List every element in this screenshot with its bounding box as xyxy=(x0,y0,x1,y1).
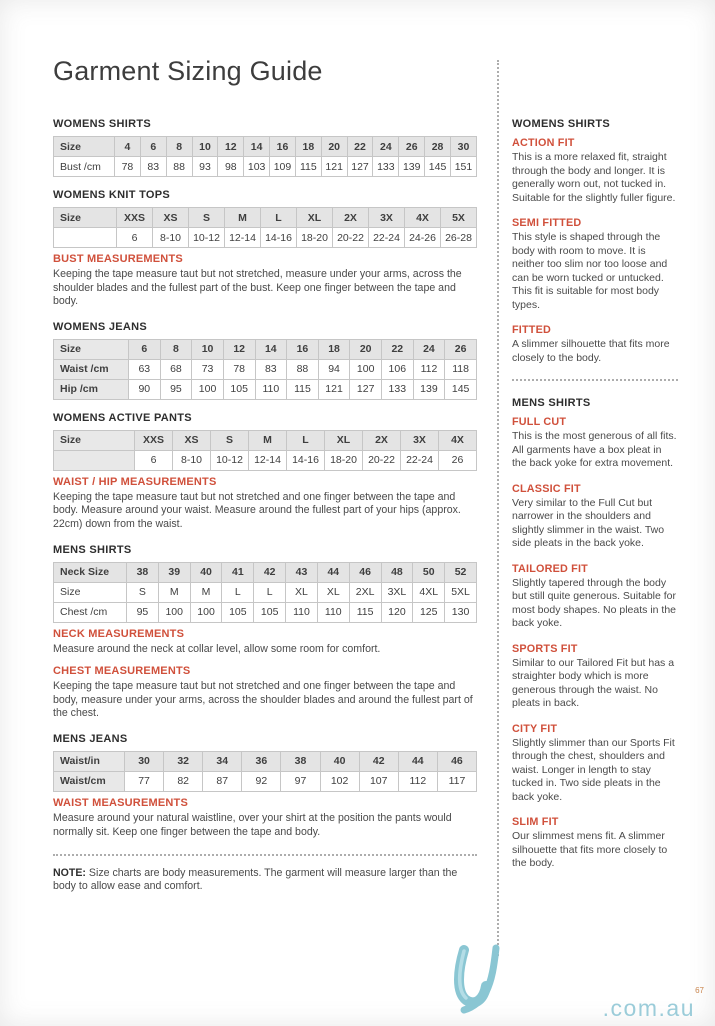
header-cell: 6 xyxy=(140,137,166,157)
header-cell: 6 xyxy=(129,339,161,359)
fit-entry xyxy=(512,563,678,631)
header-cell: 24 xyxy=(373,137,399,157)
data-cell: 24-26 xyxy=(405,228,441,248)
fit-description: Very similar to the Full Cut but narrower in the shoulders and slightly slimmer in the waist. Two side pleats in the back yoke. xyxy=(512,496,665,549)
header-cell: 41 xyxy=(222,562,254,582)
data-cell: 92 xyxy=(242,771,281,791)
measure-text: Measure around the neck at collar level, allow some room for comfort. xyxy=(53,642,381,655)
table-row xyxy=(54,582,477,602)
header-cell: 10 xyxy=(192,137,218,157)
left-column-blocks xyxy=(53,118,477,839)
fit-description: This is a more relaxed fit, straight through the body and longer. It is generally worn out, not tucked in. Suitable for the slightly fuller figure. xyxy=(512,151,676,204)
fit-description: This style is shaped through the body with room to move. It is neither too slim nor too loose and can be worn tucked or untucked. This fit is suitable for most body types. xyxy=(512,231,668,311)
data-cell: M xyxy=(190,582,222,602)
fit-description: Similar to our Tailored Fit but has a straighter body which is more generous through the waist. No pleats in back. xyxy=(512,656,675,709)
brand-domain-text: .com.au xyxy=(602,995,695,1021)
fit-entry xyxy=(512,483,678,551)
header-cell: 43 xyxy=(286,562,318,582)
header-cell: XL xyxy=(325,430,363,450)
fit-group-divider xyxy=(512,379,678,381)
data-cell: 125 xyxy=(413,602,445,622)
header-cell: 26 xyxy=(445,339,477,359)
header-cell: 40 xyxy=(320,751,359,771)
data-cell: 10-12 xyxy=(211,450,249,470)
data-cell: L xyxy=(222,582,254,602)
data-cell: 83 xyxy=(140,157,166,177)
header-cell: 48 xyxy=(381,562,413,582)
header-cell: 14 xyxy=(255,339,287,359)
table-row xyxy=(54,359,477,379)
data-cell: 110 xyxy=(255,379,287,399)
header-cell: 12 xyxy=(218,137,244,157)
data-cell: 22-24 xyxy=(401,450,439,470)
data-cell: 151 xyxy=(450,157,476,177)
header-cell: 44 xyxy=(317,562,349,582)
row-label-cell: Hip /cm xyxy=(54,379,129,399)
data-cell: 3XL xyxy=(381,582,413,602)
data-cell: 12-14 xyxy=(225,228,261,248)
row-label-cell: Size xyxy=(54,582,127,602)
section-heading-mens-shirts: MENS SHIRTS xyxy=(53,543,132,556)
data-cell: XL xyxy=(317,582,349,602)
table-row xyxy=(54,137,477,157)
table-row xyxy=(54,562,477,582)
data-cell: L xyxy=(254,582,286,602)
fit-name: SPORTS FIT xyxy=(512,642,578,655)
header-cell: 50 xyxy=(413,562,445,582)
data-cell: 22-24 xyxy=(369,228,405,248)
data-cell: 100 xyxy=(190,602,222,622)
note-label: NOTE: xyxy=(53,866,86,879)
fit-entry xyxy=(512,217,678,312)
fit-name: FITTED xyxy=(512,324,551,336)
data-cell: 88 xyxy=(287,359,319,379)
page-title: Garment Sizing Guide xyxy=(53,56,323,86)
data-cell: 97 xyxy=(281,771,320,791)
data-cell: 10-12 xyxy=(189,228,225,248)
data-cell: 115 xyxy=(295,157,321,177)
brand-logo xyxy=(450,944,506,1021)
section-heading-womens-shirts: WOMENS SHIRTS xyxy=(53,118,152,130)
data-cell: 78 xyxy=(223,359,255,379)
header-cell: Size xyxy=(54,339,129,359)
data-cell: 130 xyxy=(445,602,477,622)
fit-name: CLASSIC FIT xyxy=(512,482,581,495)
header-cell: Size xyxy=(54,137,115,157)
header-cell: 36 xyxy=(242,751,281,771)
fit-entry xyxy=(512,416,678,471)
measure-section xyxy=(53,253,477,309)
table-womens-active-pants xyxy=(53,430,477,471)
header-cell: L xyxy=(287,430,325,450)
data-cell: 6 xyxy=(135,450,173,470)
data-cell: 5XL xyxy=(445,582,477,602)
measure-heading: NECK MEASUREMENTS xyxy=(53,627,185,640)
data-cell: 94 xyxy=(318,359,350,379)
data-cell: 78 xyxy=(115,157,141,177)
data-cell: 107 xyxy=(359,771,398,791)
data-cell: 14-16 xyxy=(287,450,325,470)
data-cell: 20-22 xyxy=(333,228,369,248)
data-cell: 145 xyxy=(445,379,477,399)
data-cell: 2XL xyxy=(349,582,381,602)
header-cell: 39 xyxy=(158,562,190,582)
header-cell: M xyxy=(225,208,261,228)
row-label-cell xyxy=(54,450,135,470)
table-row xyxy=(54,228,477,248)
fit-description: Our slimmest mens fit. A slimmer silhouette that fits more closely to the body. xyxy=(512,830,668,869)
header-cell: 4X xyxy=(439,430,477,450)
header-cell: 46 xyxy=(349,562,381,582)
header-cell: 20 xyxy=(350,339,382,359)
data-cell: 109 xyxy=(270,157,296,177)
measure-heading: WAIST / HIP MEASUREMENTS xyxy=(53,475,217,488)
header-cell: 8 xyxy=(166,137,192,157)
table-womens-shirts xyxy=(53,136,477,177)
data-cell: 95 xyxy=(127,602,159,622)
header-cell: 5X xyxy=(441,208,477,228)
data-cell: 121 xyxy=(318,379,350,399)
data-cell: 110 xyxy=(317,602,349,622)
header-cell: 4X xyxy=(405,208,441,228)
data-cell: 112 xyxy=(413,359,445,379)
data-cell: 88 xyxy=(166,157,192,177)
data-cell: 105 xyxy=(254,602,286,622)
fit-description: A slimmer silhouette that fits more closely to the body. xyxy=(512,338,670,364)
header-cell: 22 xyxy=(382,339,414,359)
section-heading-womens-active-pants: WOMENS ACTIVE PANTS xyxy=(53,411,192,424)
header-cell: Size xyxy=(54,430,135,450)
header-cell: 18 xyxy=(295,137,321,157)
data-cell: 18-20 xyxy=(297,228,333,248)
fit-name: ACTION FIT xyxy=(512,137,575,149)
header-cell: 16 xyxy=(287,339,319,359)
header-cell: 32 xyxy=(164,751,203,771)
row-label-cell: Chest /cm xyxy=(54,602,127,622)
measure-section xyxy=(53,665,477,721)
header-cell: 20 xyxy=(321,137,347,157)
note xyxy=(53,867,477,894)
header-cell: 8 xyxy=(160,339,192,359)
row-label-cell xyxy=(54,228,117,248)
table-mens-jeans xyxy=(53,751,477,792)
header-cell: 42 xyxy=(359,751,398,771)
data-cell: 73 xyxy=(192,359,224,379)
header-cell: 2X xyxy=(333,208,369,228)
fit-group-heading: WOMENS SHIRTS xyxy=(512,118,611,130)
table-row xyxy=(54,450,477,470)
data-cell: 82 xyxy=(164,771,203,791)
column-divider xyxy=(497,60,499,956)
header-cell: 52 xyxy=(445,562,477,582)
header-cell: 22 xyxy=(347,137,373,157)
data-cell: 127 xyxy=(350,379,382,399)
right-column xyxy=(512,118,678,883)
header-cell: 16 xyxy=(270,137,296,157)
data-cell: 18-20 xyxy=(325,450,363,470)
table-row xyxy=(54,379,477,399)
header-cell: 12 xyxy=(223,339,255,359)
row-label-cell: Waist/cm xyxy=(54,771,125,791)
table-mens-shirts xyxy=(53,562,477,623)
fit-description: Slightly slimmer than our Sports Fit through the chest, shoulders and waist. Longer in length to stay tucked in. Two side pleats in the back yoke. xyxy=(512,736,675,803)
header-cell: 28 xyxy=(425,137,451,157)
fit-name: SEMI FITTED xyxy=(512,217,582,229)
header-cell: 42 xyxy=(254,562,286,582)
header-cell: 30 xyxy=(125,751,164,771)
header-cell: 3X xyxy=(369,208,405,228)
section-heading-womens-knit-tops: WOMENS KNIT TOPS xyxy=(53,189,171,201)
data-cell: 12-14 xyxy=(249,450,287,470)
header-cell: L xyxy=(261,208,297,228)
data-cell: 93 xyxy=(192,157,218,177)
data-cell: 100 xyxy=(350,359,382,379)
data-cell: 68 xyxy=(160,359,192,379)
header-cell: 14 xyxy=(244,137,270,157)
table-row xyxy=(54,602,477,622)
data-cell: 103 xyxy=(244,157,270,177)
fit-entry xyxy=(512,816,678,871)
data-cell: 77 xyxy=(125,771,164,791)
table-womens-knit-tops xyxy=(53,207,477,248)
header-cell: 30 xyxy=(450,137,476,157)
section-heading-mens-jeans: MENS JEANS xyxy=(53,732,128,745)
header-cell: 10 xyxy=(192,339,224,359)
fit-entry xyxy=(512,324,678,365)
data-cell: 133 xyxy=(373,157,399,177)
note-divider xyxy=(53,854,477,856)
data-cell: 100 xyxy=(158,602,190,622)
data-cell: 8-10 xyxy=(173,450,211,470)
data-cell: 102 xyxy=(320,771,359,791)
header-cell: 4 xyxy=(115,137,141,157)
header-cell: Neck Size xyxy=(54,562,127,582)
page-number: 67 xyxy=(695,986,704,995)
fit-group-heading: MENS SHIRTS xyxy=(512,397,591,409)
header-cell: XXS xyxy=(135,430,173,450)
header-cell: 2X xyxy=(363,430,401,450)
header-cell: 34 xyxy=(203,751,242,771)
measure-section xyxy=(53,476,477,532)
note-text: Size charts are body measurements. The garment will measure larger than the body to allow ease and comfort. xyxy=(53,866,458,893)
data-cell: 105 xyxy=(222,602,254,622)
measure-heading: CHEST MEASUREMENTS xyxy=(53,665,191,678)
fit-entry xyxy=(512,643,678,711)
fit-entry xyxy=(512,137,678,205)
header-cell: 24 xyxy=(413,339,445,359)
header-cell: XXS xyxy=(117,208,153,228)
fit-name: FULL CUT xyxy=(512,416,567,428)
header-cell: 40 xyxy=(190,562,222,582)
data-cell: 95 xyxy=(160,379,192,399)
fit-name: TAILORED FIT xyxy=(512,562,588,575)
data-cell: 110 xyxy=(286,602,318,622)
fit-entry xyxy=(512,723,678,805)
header-cell: 38 xyxy=(281,751,320,771)
data-cell: 100 xyxy=(192,379,224,399)
measure-heading: WAIST MEASUREMENTS xyxy=(53,796,188,809)
data-cell: 98 xyxy=(218,157,244,177)
data-cell: 6 xyxy=(117,228,153,248)
data-cell: XL xyxy=(286,582,318,602)
data-cell: 121 xyxy=(321,157,347,177)
data-cell: 83 xyxy=(255,359,287,379)
data-cell: 26-28 xyxy=(441,228,477,248)
data-cell: 127 xyxy=(347,157,373,177)
measure-text: Keeping the tape measure taut but not stretched, measure under your arms, across the shoulder blades and the fullest part of the bust. Keep one finger between the tape and body. xyxy=(53,268,462,308)
header-cell: S xyxy=(189,208,225,228)
data-cell: 139 xyxy=(399,157,425,177)
header-cell: Waist/in xyxy=(54,751,125,771)
header-cell: 38 xyxy=(127,562,159,582)
fit-name: CITY FIT xyxy=(512,722,558,735)
data-cell: 105 xyxy=(223,379,255,399)
measure-text: Keeping the tape measure taut but not stretched and one finger between the tape and body. Measure around your waist. Measure around the fullest part of your hips (approx. 22cm) down from the waist. xyxy=(53,490,461,530)
data-cell: 120 xyxy=(381,602,413,622)
measure-section xyxy=(53,797,477,839)
fit-name: SLIM FIT xyxy=(512,816,559,828)
data-cell: 117 xyxy=(437,771,476,791)
measure-text: Keeping the tape measure taut but not stretched and one finger between the tape and body, measure under your arms, across the shoulder blades and around the fullest part of the chest. xyxy=(53,680,473,720)
data-cell: S xyxy=(127,582,159,602)
brand-logo-icon xyxy=(450,944,506,1016)
data-cell: 145 xyxy=(425,157,451,177)
data-cell: 8-10 xyxy=(153,228,189,248)
data-cell: 139 xyxy=(413,379,445,399)
data-cell: 106 xyxy=(382,359,414,379)
data-cell: 14-16 xyxy=(261,228,297,248)
header-cell: XS xyxy=(173,430,211,450)
data-cell: 4XL xyxy=(413,582,445,602)
header-cell: M xyxy=(249,430,287,450)
header-cell: S xyxy=(211,430,249,450)
measure-section xyxy=(53,628,477,657)
table-row xyxy=(54,771,477,791)
measure-text: Measure around your natural waistline, over your shirt at the position the pants would normally sit. Keep one finger between the tape and body. xyxy=(53,811,452,838)
left-column xyxy=(53,118,477,904)
table-row xyxy=(54,430,477,450)
row-label-cell: Waist /cm xyxy=(54,359,129,379)
section-heading-womens-jeans: WOMENS JEANS xyxy=(53,320,148,333)
header-cell: Size xyxy=(54,208,117,228)
data-cell: 115 xyxy=(349,602,381,622)
header-cell: 26 xyxy=(399,137,425,157)
header-cell: 18 xyxy=(318,339,350,359)
data-cell: 115 xyxy=(287,379,319,399)
measure-heading: BUST MEASUREMENTS xyxy=(53,253,183,265)
fit-description: Slightly tapered through the body but still quite generous. Suitable for most body shapes. No pleats in the back yoke. xyxy=(512,576,677,629)
data-cell: 87 xyxy=(203,771,242,791)
data-cell: 112 xyxy=(398,771,437,791)
row-label-cell: Bust /cm xyxy=(54,157,115,177)
header-cell: XS xyxy=(153,208,189,228)
header-cell: 44 xyxy=(398,751,437,771)
header-cell: 46 xyxy=(437,751,476,771)
data-cell: 20-22 xyxy=(363,450,401,470)
data-cell: 133 xyxy=(382,379,414,399)
table-womens-jeans xyxy=(53,339,477,400)
data-cell: 63 xyxy=(129,359,161,379)
fit-description: This is the most generous of all fits. All garments have a box pleat in the back yoke for extra movement. xyxy=(512,430,677,469)
header-cell: XL xyxy=(297,208,333,228)
data-cell: 118 xyxy=(445,359,477,379)
table-row xyxy=(54,208,477,228)
table-row xyxy=(54,339,477,359)
table-row xyxy=(54,157,477,177)
header-cell: 3X xyxy=(401,430,439,450)
data-cell: 90 xyxy=(129,379,161,399)
data-cell: 26 xyxy=(439,450,477,470)
table-row xyxy=(54,751,477,771)
data-cell: M xyxy=(158,582,190,602)
